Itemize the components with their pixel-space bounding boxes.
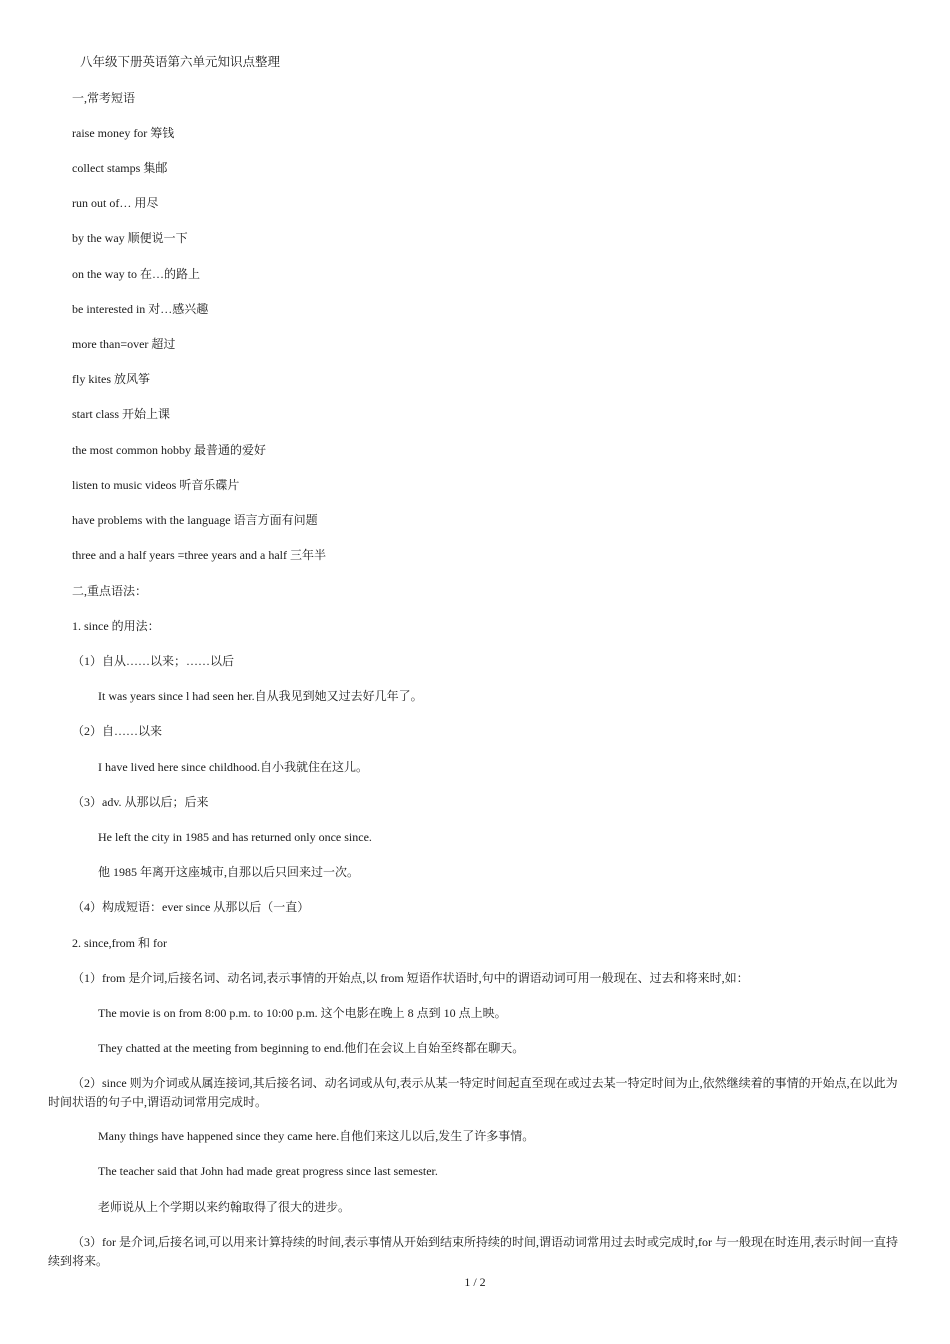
phrase-item: on the way to 在…的路上 [72, 267, 200, 281]
example-sentence: Many things have happened since they came here.自他们来这儿以后,发生了许多事情。 [98, 1129, 535, 1143]
phrase-item: fly kites 放风筝 [72, 372, 150, 386]
example-sentence: The movie is on from 8:00 p.m. to 10:00 p.m. 这个电影在晚上 8 点到 10 点上映。 [98, 1006, 507, 1020]
grammar-paragraph: （2）since 则为介词或从属连接词,其后接名词、动名词或从句,表示从某一特定时间起直至现在或过去某一特定时间为止,依然继续着的事情的开始点,在以此为时间状语的句子中,谓语动词常用完成时。 [48, 1076, 898, 1109]
grammar-point: （2）自……以来 [72, 724, 163, 738]
phrase-item: run out of… 用尽 [72, 196, 159, 210]
grammar-point: （4）构成短语：ever since 从那以后（一直） [72, 900, 310, 914]
page-number: 1 / 2 [464, 1275, 486, 1289]
example-sentence: It was years since l had seen her.自从我见到她又过去好几年了。 [98, 689, 423, 703]
phrase-item: three and a half years =three years and a half 三年半 [72, 548, 326, 562]
grammar-paragraph: （3）for 是介词,后接名词,可以用来计算持续的时间,表示事情从开始到结束所持续的时间,谓语动词常用过去时或完成时,for 与一般现在时连用,表示时间一直持续到将来。 [48, 1235, 898, 1268]
phrase-item: raise money for 筹钱 [72, 126, 175, 140]
phrase-item: have problems with the language 语言方面有问题 [72, 513, 318, 527]
example-sentence: The teacher said that John had made great progress since last semester. [98, 1164, 438, 1178]
phrase-item: collect stamps 集邮 [72, 161, 168, 175]
phrase-item: be interested in 对…感兴趣 [72, 302, 209, 316]
phrase-item: more than=over 超过 [72, 337, 176, 351]
example-sentence: He left the city in 1985 and has returned only once since. [98, 830, 372, 844]
phrase-item: by the way 顺便说一下 [72, 231, 188, 245]
phrase-item: the most common hobby 最普通的爱好 [72, 443, 266, 457]
grammar-subheading: 2. since,from 和 for [72, 936, 167, 950]
section-heading-phrases: 一,常考短语 [72, 91, 136, 105]
section-heading-grammar: 二,重点语法： [72, 584, 148, 598]
example-translation: 他 1985 年离开这座城市,自那以后只回来过一次。 [98, 865, 360, 879]
phrase-item: listen to music videos 听音乐碟片 [72, 478, 240, 492]
phrase-item: start class 开始上课 [72, 407, 170, 421]
document-title: 八年级下册英语第六单元知识点整理 [80, 55, 281, 69]
grammar-point: （1）自从……以来；……以后 [72, 654, 235, 668]
grammar-point: （1）from 是介词,后接名词、动名词,表示事情的开始点,以 from 短语作状语时,句中的谓语动词可用一般现在、过去和将来时,如： [72, 971, 749, 985]
grammar-point: （3）adv. 从那以后；后来 [72, 795, 209, 809]
example-sentence: I have lived here since childhood.自小我就住在这儿。 [98, 760, 368, 774]
example-sentence: They chatted at the meeting from beginning to end.他们在会议上自始至终都在聊天。 [98, 1041, 525, 1055]
grammar-subheading: 1. since 的用法： [72, 619, 160, 633]
example-translation: 老师说从上个学期以来约翰取得了很大的进步。 [98, 1200, 351, 1214]
